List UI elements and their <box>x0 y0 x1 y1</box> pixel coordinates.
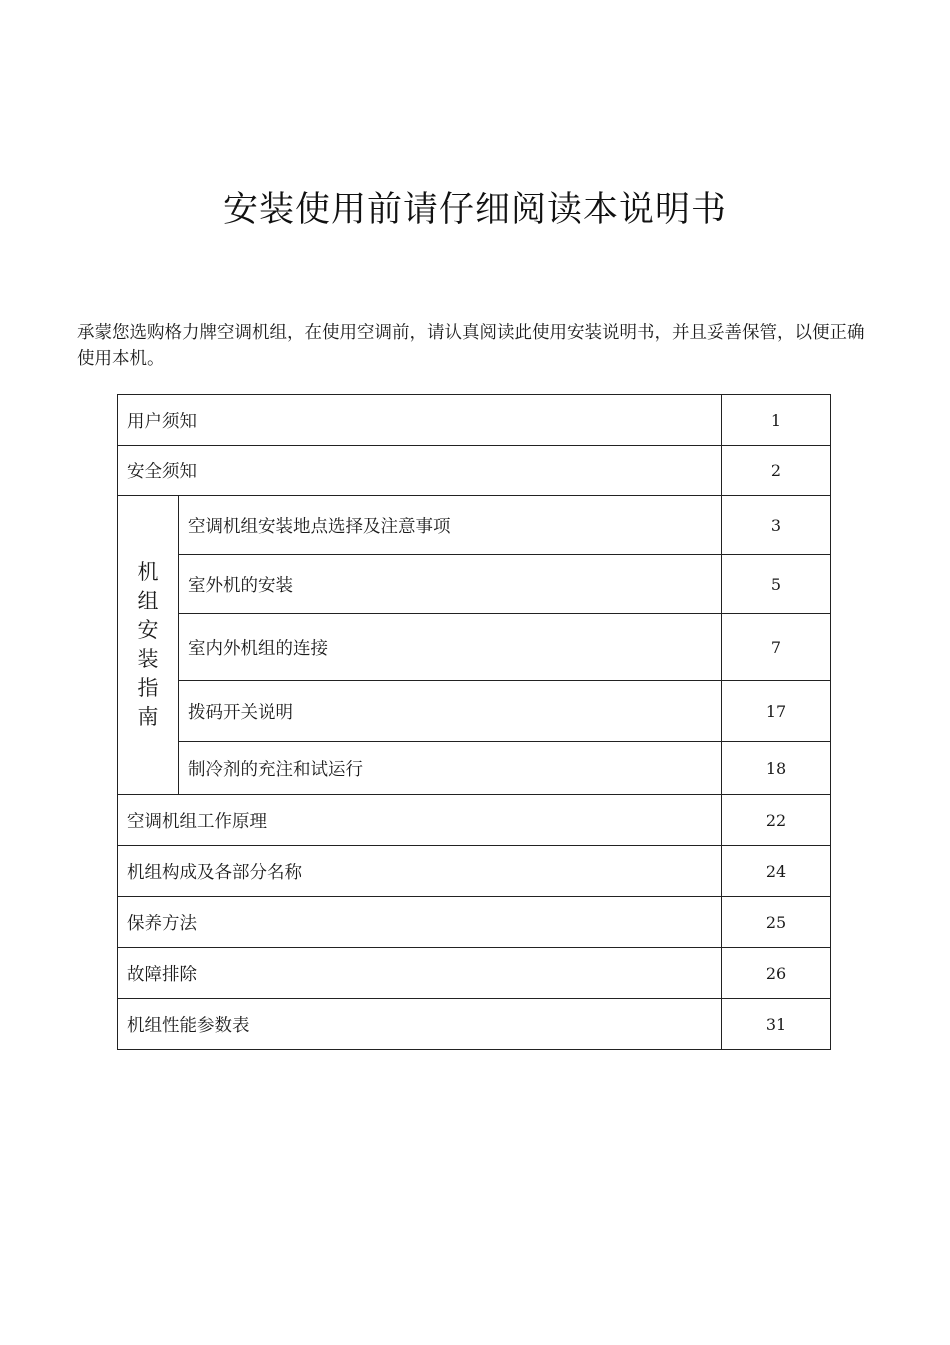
toc-subentry-label: 室外机的安装 <box>179 555 722 614</box>
toc-entry-page: 2 <box>722 446 831 496</box>
toc-entry-page: 7 <box>722 614 831 681</box>
toc-row <box>118 795 831 846</box>
toc-row <box>118 496 831 555</box>
toc-subentry-label: 制冷剂的充注和试运行 <box>179 742 722 795</box>
toc-entry-page: 17 <box>722 681 831 742</box>
toc-entry-page: 31 <box>722 999 831 1050</box>
toc-row <box>118 897 831 948</box>
group-label-char: 安 <box>137 618 159 642</box>
toc-entry-label: 故障排除 <box>118 948 722 999</box>
toc-row <box>118 681 831 742</box>
toc-entry-label: 机组构成及各部分名称 <box>118 846 722 897</box>
toc-entry-label: 保养方法 <box>118 897 722 948</box>
group-label-char: 机 <box>137 560 159 584</box>
toc-entry-page: 18 <box>722 742 831 795</box>
toc-row <box>118 999 831 1050</box>
table-of-contents <box>117 394 831 1050</box>
toc-entry-page: 26 <box>722 948 831 999</box>
toc-entry-label: 空调机组工作原理 <box>118 795 722 846</box>
toc-entry-page: 22 <box>722 795 831 846</box>
intro-paragraph: 承蒙您选购格力牌空调机组，在使用空调前，请认真阅读此使用安装说明书，并且妥善保管，以便正确使用本机。 <box>77 323 865 369</box>
toc-subentry-label: 拨码开关说明 <box>179 681 722 742</box>
toc-row <box>118 614 831 681</box>
toc-subentry-label: 空调机组安装地点选择及注意事项 <box>179 496 722 555</box>
toc-group-label <box>118 496 179 795</box>
toc-subentry-label: 室内外机组的连接 <box>179 614 722 681</box>
group-label-char: 指 <box>137 676 159 700</box>
toc-row <box>118 555 831 614</box>
toc-entry-label: 机组性能参数表 <box>118 999 722 1050</box>
toc-row <box>118 846 831 897</box>
toc-row <box>118 395 831 446</box>
toc-row <box>118 446 831 496</box>
toc-entry-page: 3 <box>722 496 831 555</box>
toc-row <box>118 948 831 999</box>
toc-entry-page: 1 <box>722 395 831 446</box>
toc-entry-page: 25 <box>722 897 831 948</box>
group-label-char: 南 <box>137 705 159 729</box>
toc-entry-page: 24 <box>722 846 831 897</box>
document-title: 安装使用前请仔细阅读本说明书 <box>222 190 727 230</box>
group-label-char: 组 <box>137 589 159 613</box>
group-label-char: 装 <box>137 647 159 671</box>
toc-entry-label: 安全须知 <box>118 446 722 496</box>
toc-row <box>118 742 831 795</box>
toc-entry-page: 5 <box>722 555 831 614</box>
toc-entry-label: 用户须知 <box>118 395 722 446</box>
